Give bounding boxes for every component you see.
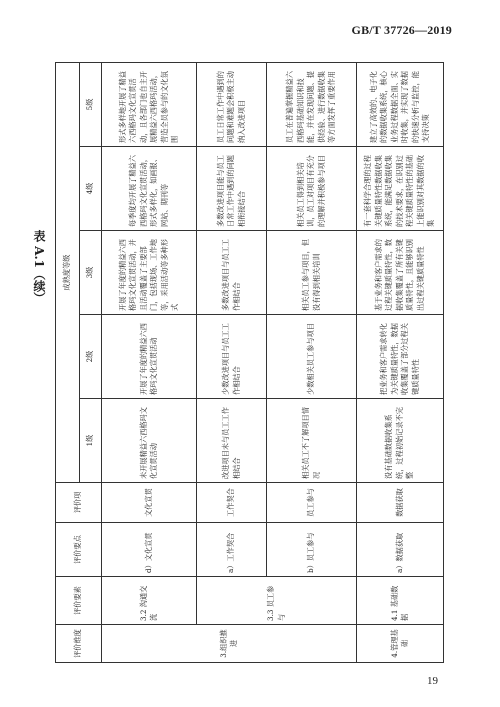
header-level-1: 1级: [80, 399, 102, 483]
cell-level-5: 员工在普遍掌握精益六西格玛基础知识和技能，并在发现问题、提供经验、进行数据收集等方面发挥了重要作用: [267, 62, 357, 146]
cell-level-2: 少数改进项目与员工工作相结合: [197, 315, 267, 399]
cell-item: 数据获取: [357, 483, 444, 523]
header-level-3: 3级: [80, 231, 102, 315]
cell-point: b）员工参与: [267, 523, 357, 577]
cell-item: 文化宣贯: [102, 483, 197, 523]
cell-level-5: 形式多样地开展了精益六西格玛文化宣贯活动，且各部门也自主开展精益六西格玛活动，营造全员参与的文化氛围: [102, 62, 197, 146]
table-row: [357, 62, 444, 662]
table-row: [102, 62, 197, 662]
cell-level-1: 改进项目未与员工工作相结合: [197, 399, 267, 483]
standard-code: GB/T 37726—2019: [351, 23, 452, 37]
cell-level-4: 多数改进项目能与员工日常工作中遇到的问题相衔接结合: [197, 147, 267, 231]
header-evaluation-element: 评价要素: [56, 577, 102, 625]
cell-element: 4.1 基础数据: [357, 577, 444, 625]
cell-level-3: 基于业务和客户需求的过程关键质量特性，数据收集覆盖了所有关键质量特性，且能够识别出过程关键质量特性: [357, 231, 444, 315]
cell-level-1: 相关员工不了解项目情况: [267, 399, 357, 483]
cell-item: 员工参与: [267, 483, 357, 523]
table-row: [267, 62, 357, 662]
cell-point: d）文化宣贯: [102, 523, 197, 577]
cell-point: a）工作契合: [197, 523, 267, 577]
cell-level-4: 相关员工得到相关培训，员工对项目有充分的理解并积极参与项目: [267, 147, 357, 231]
cell-level-5: 员工日常工作中遇到的问题和难题会积极主动纳入改进项目: [197, 62, 267, 146]
header-maturity-level: 成熟度等级: [56, 62, 80, 482]
header-evaluation-dimension: 评价维度: [56, 625, 102, 663]
cell-level-2: 开展了年度的精益六西格玛文化宣贯活动: [102, 315, 197, 399]
evaluation-table: [55, 62, 444, 663]
cell-point: a）数据获取: [357, 523, 444, 577]
header-evaluation-item: 评价项: [56, 483, 102, 523]
cell-level-2: 少数相关员工参与项目: [267, 315, 357, 399]
cell-level-1: 没有基础数据收集系统，过程初始记录不完整: [357, 399, 444, 483]
page-number: 19: [427, 675, 438, 687]
cell-level-1: 未开展精益六西格玛文化宣贯活动: [102, 399, 197, 483]
cell-dimension: 4.管理基础: [357, 625, 444, 663]
cell-level-4: 有一套科学合理的过程关键质量特性数据收集系统，能满足数据收集的技术要求，在识别过程关键质量特性的基础上能识别对其数据的收集: [357, 147, 444, 231]
cell-dimension: 3.组织推进: [102, 625, 357, 663]
cell-level-3: 相关员工参与项目，但没有得到相关培训: [267, 231, 357, 315]
rotated-table-wrapper: [55, 63, 443, 663]
header-level-4: 4级: [80, 147, 102, 231]
header-level-5: 5级: [80, 62, 102, 146]
cell-level-5: 建立了高效的、电子化的数据收集系统，核心业务过程数据全面、实时收集，并实现了数据的快速分析与监控，能支持决策: [357, 62, 444, 146]
header-evaluation-point: 评价要点: [56, 523, 102, 577]
cell-level-4: 每季度均开展了精益六西格玛文化宣贯活动，形式多样化，如画报、网站、期刊等: [102, 147, 197, 231]
cell-element: 3.2 沟通交流: [102, 577, 197, 625]
table-title: 表 A.1（续）: [32, 230, 46, 305]
cell-level-3: 多数改进项目与员工工作相结合: [197, 231, 267, 315]
cell-level-3: 开展了年度的精益六西格玛文化宣贯活动，并且活动覆盖了主要部门，包括现场、工作地等，采用活动等多种形式: [102, 231, 197, 315]
table-area: [55, 63, 443, 663]
header-level-2: 2级: [80, 315, 102, 399]
cell-element: 3.3 员工参与: [197, 577, 357, 625]
cell-item: 工作契合: [197, 483, 267, 523]
table-row: [197, 62, 267, 662]
cell-level-2: 把业务和客户需求转化为关键质量特性，数据收集覆盖了部分过程关键质量特性: [357, 315, 444, 399]
